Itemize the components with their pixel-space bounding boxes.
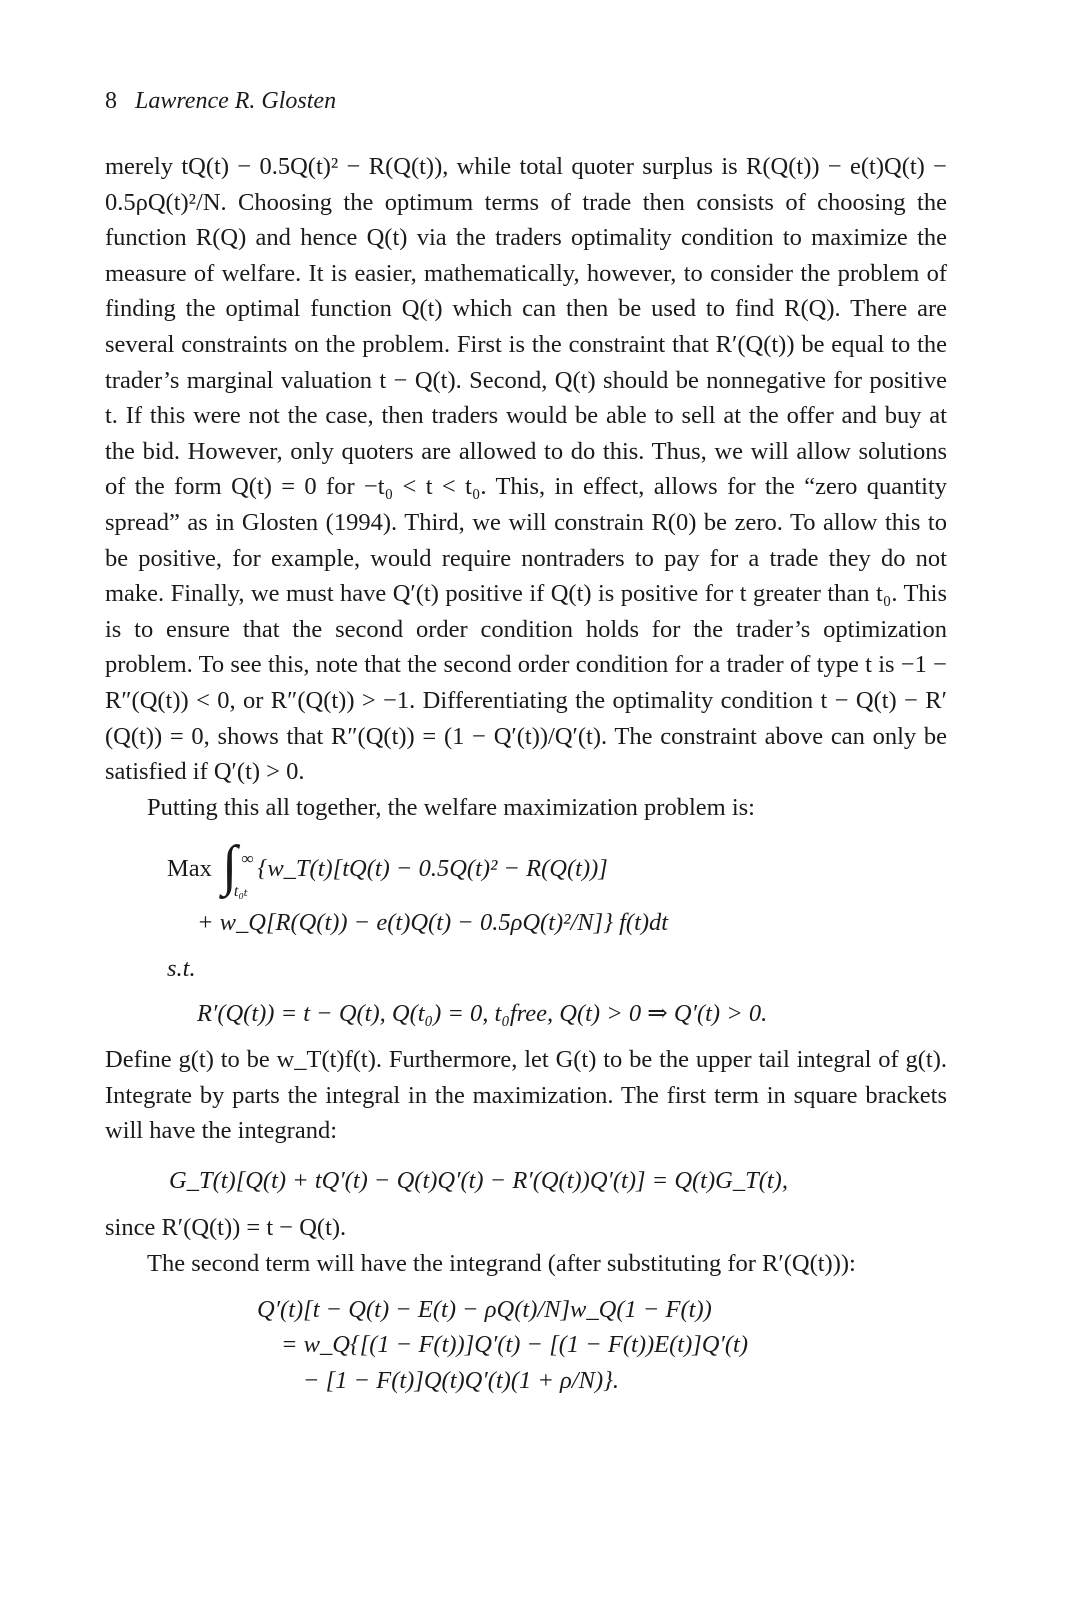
running-head-author: Lawrence R. Glosten xyxy=(135,88,337,114)
eq2-line-1: Q′(t)[t − Q(t) − E(t) − ρQ(t)/N]w_Q(1 − F(t)) xyxy=(257,1295,712,1323)
paragraph-define-g: Define g(t) to be w_T(t)f(t). Furthermore, let G(t) to be the upper tail integral of g(t). Integrate by parts the integral in the maximization. The first term in square brackets will have the integrand: xyxy=(105,1046,947,1145)
lower-limit: t₀ₜ xyxy=(233,882,248,900)
paragraph-second-term: The second term will have the integrand (after substituting for R′(Q(t))): xyxy=(147,1250,856,1278)
constraint-line: R′(Q(t)) = t − Q(t), Q(t₀) = 0, t₀free, Q(t) > 0 ⇒ Q′(t) > 0. xyxy=(197,1000,768,1028)
objective-line-2: + w_Q[R(Q(t)) − e(t)Q(t) − 0.5ρQ(t)²/N]} f(t)dt xyxy=(197,909,669,937)
upper-limit: ∞ xyxy=(241,848,254,868)
max-operator: Max xyxy=(167,855,212,883)
paragraph-constraints: merely tQ(t) − 0.5Q(t)² − R(Q(t)), while total quoter surplus is R(Q(t)) − e(t)Q(t) − 0.5ρQ(t)²/N. Choosing the optimum terms of trade then consists of choosing the function R(Q) and hence Q(t) via the traders optimality condition to maximize the measure of welfare. It is easier, mathematically, however, to consider the problem of finding the optimal function Q(t) which can then be used to find R(Q). There are several constraints on the problem. First is the constraint that R′(Q(t)) be equal to the trader’s marginal valuation t − Q(t). Second, Q(t) should be nonnegative for positive t. If this were not the case, then traders would be able to sell at the offer and buy at the bid. However, only quoters are allowed to do this. Thus, we will allow solutions of the form Q(t) = 0 for −t₀ < t < t₀. This, in effect, allows for the “zero quantity spread” as in Glosten (1994). Third, we will constrain R(0) be zero. To allow this to be positive, for example, would require nontraders to pay for a trade they do not make. Finally, we must have Q′(t) positive if Q(t) is positive for t greater than t₀. This is to ensure that the second order condition holds for the trader’s optimization problem. To see this, note that the second order condition for a trader of type t is −1 − R″(Q(t)) < 0, or R″(Q(t)) > −1. Differentiating the optimality condition t − Q(t) − R′(Q(t)) = 0, shows that R″(Q(t)) = (1 − Q′(t))/Q′(t). The constraint above can only be satisfied if Q′(t) > 0. xyxy=(105,153,947,786)
page xyxy=(105,88,947,1398)
objective-first-term: {w_T(t)[tQ(t) − 0.5Q(t)² − R(Q(t))] xyxy=(257,855,608,883)
equation-second-integrand xyxy=(105,1292,947,1399)
integral-sign xyxy=(221,834,258,900)
eq2-line-2: = w_Q{[(1 − F(t))]Q′(t) − [(1 − F(t))E(t)]Q′(t) xyxy=(281,1331,748,1359)
eq2-line-3: − [1 − F(t)]Q(t)Q′(t)(1 + ρ/N)}. xyxy=(303,1366,620,1394)
paragraph-putting-together: Putting this all together, the welfare maximization problem is: xyxy=(147,793,755,821)
page-number: 8 xyxy=(105,88,117,114)
running-header xyxy=(105,88,947,115)
equation-first-integrand: G_T(t)[Q(t) + tQ′(t) − Q(t)Q′(t) − R′(Q(t))Q′(t)] = Q(t)G_T(t), xyxy=(169,1166,788,1194)
integral-symbol: ∫ xyxy=(221,834,238,897)
subject-to-label: s.t. xyxy=(167,954,196,982)
objective-line-1 xyxy=(105,834,947,900)
paragraph-since: since R′(Q(t)) = t − Q(t). xyxy=(105,1214,347,1242)
welfare-maximization-problem xyxy=(105,834,947,1032)
